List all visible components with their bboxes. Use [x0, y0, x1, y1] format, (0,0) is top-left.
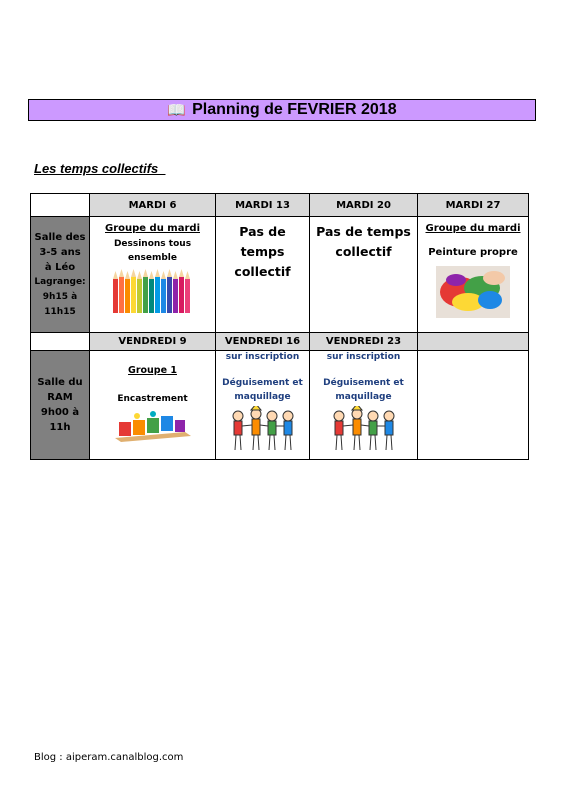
page-title-bar — [28, 99, 536, 121]
shape-puzzle-image — [113, 410, 193, 442]
registration-note: sur inscription — [225, 352, 300, 362]
table-row — [31, 351, 529, 460]
group-title: Groupe 1 — [128, 365, 177, 376]
book-icon: 📖 — [167, 102, 187, 119]
day-header — [418, 333, 529, 351]
day-header: VENDREDI 9 — [90, 333, 216, 351]
group-title: Groupe du mardi — [105, 223, 200, 234]
activity-cell: Pas de temps collectif — [310, 217, 418, 333]
footer-blog-link: Blog : aiperam.canalblog.com — [34, 752, 184, 763]
activity-cell: Groupe du mardi Dessinons tous ensemble — [90, 217, 216, 333]
day-header: MARDI 6 — [90, 194, 216, 217]
page-title: Planning de FEVRIER 2018 — [192, 101, 397, 118]
costumed-kids-image — [226, 406, 300, 454]
activity-cell: Pas de temps collectif — [216, 217, 310, 333]
room-label-ram: Salle du RAM 9h00 à 11h — [31, 351, 90, 460]
day-header: VENDREDI 16 — [216, 333, 310, 351]
day-header: MARDI 13 — [216, 194, 310, 217]
table-row — [31, 217, 529, 333]
empty-cell — [418, 351, 529, 460]
header-corner-cell — [31, 333, 90, 351]
day-header: MARDI 27 — [418, 194, 529, 217]
table-row — [31, 333, 529, 351]
activity-cell: Groupe du mardi Peinture propre — [418, 217, 529, 333]
header-corner-cell — [31, 194, 90, 217]
room-label-3-5: Salle des 3-5 ans à Léo Lagrange: 9h15 à 11h15 — [31, 217, 90, 333]
day-header: VENDREDI 23 — [310, 333, 418, 351]
planning-table — [30, 193, 529, 460]
colored-pencils-image — [111, 269, 195, 315]
day-header: MARDI 20 — [310, 194, 418, 217]
table-row — [31, 194, 529, 217]
costumed-kids-image — [327, 406, 401, 454]
activity-cell: sur inscription Déguisement et maquillage — [310, 351, 418, 460]
finger-paint-image — [436, 266, 510, 318]
activity-cell: Groupe 1 Encastrement — [90, 351, 216, 460]
group-title: Groupe du mardi — [425, 223, 521, 234]
activity-cell: sur inscription Déguisement et maquillage — [216, 351, 310, 460]
registration-note: sur inscription — [326, 352, 401, 362]
section-subtitle: Les temps collectifs — [34, 161, 166, 176]
